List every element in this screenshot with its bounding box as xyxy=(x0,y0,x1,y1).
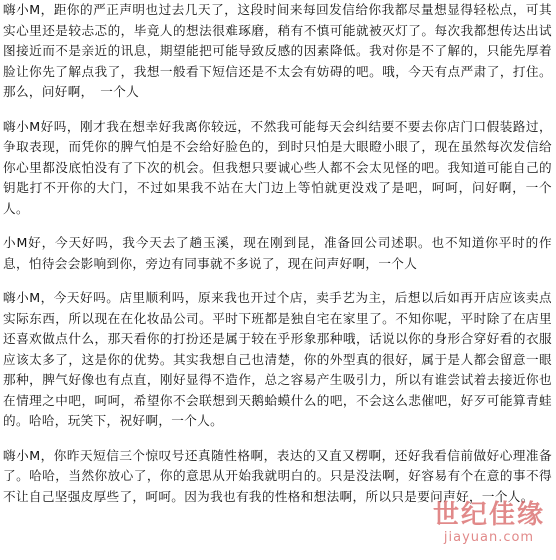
letter-paragraph-1: 嗨小M，距你的严正声明也过去几天了，这段时间来每回发信给你我都尽量想显得轻松点，可其实心里还是较忐忑的，毕竟人的想法很难琢磨，稍有不慎可能就被灭灯了。每次我都想传达出试图接近而不是亲近的讯息，期望能把可能导致反感的因素降低。我对你是不了解的，只能先厚着脸让你先了解点我了，我想一般看下短信还是不太会有妨碍的吧。哦，今天有点严肃了，打住。那么，问好啊， 一个人 xyxy=(3,2,552,99)
letter-paragraph-2: 嗨小M好吗，刚才我在想幸好我离你较远，不然我可能每天会纠结要不要去你店门口假装路过，争取表现，而凭你的脾气怕是不会给好脸色的，到时只怕是大眼瞪小眼了，现在虽然每次发信给你心里都没底怕没有了下次的机会。但我想只要诚心些人都不会太见怪的吧。我知道可能自己的钥匙打不开你的大门，不过如果我不站在大门边上等怕就更没戏了是吧，呵呵，问好啊，一个人。 xyxy=(3,118,552,216)
watermark-domain-text: jiayuan.com xyxy=(443,530,535,545)
letter-paragraph-4: 嗨小M，今天好吗。店里顺利吗，原来我也开过个店，卖手艺为主，后想以后如再开店应该卖点实际东西，所以现在在化妆品公司。平时下班都是独自宅在家里了。不知你呢，平时除了在店里还喜欢做点什么，那天看你的打扮还是属于较在乎形象那种哦，话说以你的身形合穿好看的衣服应该太多了，这是你的优势。其实我想自己也清楚，你的外型真的很好，属于是人都会留意一眼那种，脾气好像也有点直，刚好显得不造作，总之容易产生吸引力，所以有谁尝试着去接近你也在情理之中吧，呵呵，希望你不会联想到天鹅蛤蟆什么的吧，不会这么悲催吧，好歹可能算青蛙的。哈哈，玩笑下，祝好啊，一个人。 xyxy=(3,290,552,428)
paragraph-spacer xyxy=(3,274,552,288)
paragraph-spacer xyxy=(3,432,552,446)
paragraph-spacer xyxy=(3,103,552,117)
watermark-brand-text: 世纪佳缘 xyxy=(432,500,545,530)
paragraph-spacer xyxy=(3,219,552,233)
letter-paragraph-5: 嗨小M，你昨天短信三个惊叹号还真随性格啊，表达的又直又楞啊，还好我看信前做好心理准备了。哈哈，当然你放心了，你的意思从开始我就明白的。只是没法啊，好容易有个在意的事不得不让自己坚强皮厚些了，呵呵。因为我也有我的性格和想法啊，所以只是要问声好，一个人。 xyxy=(3,447,552,504)
letter-paragraph-3: 小M好，今天好吗，我今天去了趟玉溪，现在刚到昆，准备回公司述职。也不知道你平时的作息，怕待会会影响到你，旁边有同事就不多说了，现在问声好啊，一个人 xyxy=(3,235,552,271)
